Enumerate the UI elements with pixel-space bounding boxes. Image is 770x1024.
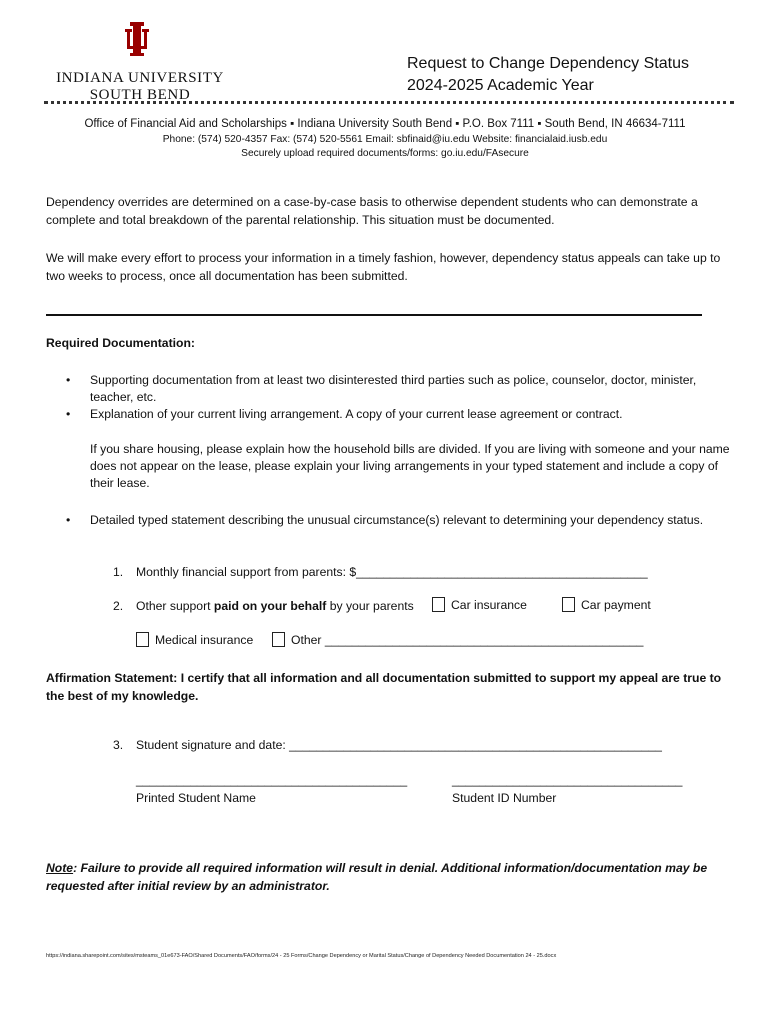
- other-support-bold-text: paid on your behalf: [213, 599, 327, 613]
- bullet-icon: •: [66, 373, 71, 387]
- note-label: Note: [46, 861, 74, 875]
- signature-date-label: Student signature and date:: [136, 738, 290, 752]
- car-payment-checkbox[interactable]: [562, 597, 575, 612]
- other-checkbox[interactable]: [272, 632, 285, 647]
- medical-insurance-label: Medical insurance: [155, 633, 254, 647]
- section-divider: [46, 314, 702, 316]
- form-title: [407, 53, 689, 97]
- other-blank[interactable]: _______________________________________________: [324, 633, 644, 647]
- intro-paragraph-1: Dependency overrides are determined on a case-by-case basis to otherwise dependent students who can demonstrate a complete and total breakdown of the parental relationship. This situation must be documented.: [46, 195, 698, 227]
- item-1-number: 1.: [113, 565, 124, 579]
- header-dotted-divider: [44, 101, 734, 104]
- affirmation-statement: Affirmation Statement: I certify that all information and all documentation submitted to support my appeal are true to the best of my knowledge.: [46, 671, 722, 703]
- other-label: Other: [291, 633, 322, 647]
- car-insurance-checkbox[interactable]: [432, 597, 445, 612]
- document-path-footer: https://indiana.sharepoint.com/sites/msteams_01e673-FAO/Shared Documents/FAO/forms/24 - 25 Forms/Change Dependency or Marital Status/Change of Dependency Needed Documentation 24 - 25.docx: [46, 953, 557, 959]
- form-title-line-2: 2024-2025 Academic Year: [407, 77, 594, 94]
- denial-note: [46, 859, 736, 895]
- university-line-2: SOUTH BEND: [89, 87, 191, 103]
- intro-paragraph-2: We will make every effort to process your information in a timely fashion, however, dependency status appeals can take up to two weeks to process, once all documentation has been submitted.: [46, 251, 721, 283]
- note-text: : Failure to provide all required information will result in denial. Additional information/documentation may be requested after initial review by an administrator.: [46, 861, 708, 893]
- monthly-support-label: Monthly financial support from parents: $: [136, 565, 357, 579]
- form-title-line-1: Request to Change Dependency Status: [407, 55, 689, 72]
- living-arrangement-details: If you share housing, please explain how the household bills are divided. If you are living with someone and your name does not appear on the lease, please explain your living arrangements in your typed statement and include a copy of their lease.: [90, 442, 730, 490]
- car-payment-label: Car payment: [581, 598, 651, 612]
- required-item-typed-statement: Detailed typed statement describing the unusual circumstance(s) relevant to determining your dependency status.: [90, 513, 704, 527]
- bullet-icon: •: [66, 407, 71, 421]
- upload-instructions: Securely upload required documents/forms: go.iu.edu/FAsecure: [241, 148, 529, 159]
- student-id-label: Student ID Number: [452, 791, 557, 805]
- other-support-label: [136, 598, 414, 615]
- car-insurance-label: Car insurance: [451, 598, 527, 612]
- iu-trident-logo: [121, 22, 153, 56]
- other-option[interactable]: [272, 632, 643, 649]
- office-contact: Phone: (574) 520-4357 Fax: (574) 520-5561 Email: sbfinaid@iu.edu Website: financialaid.iusb.edu: [162, 134, 608, 145]
- required-item-living-arrangement: Explanation of your current living arrangement. A copy of your current lease agreement or contract.: [90, 407, 623, 421]
- university-line-1: INDIANA UNIVERSITY: [56, 70, 224, 86]
- monthly-support-blank[interactable]: ___________________________________________: [356, 565, 648, 579]
- office-address: Office of Financial Aid and Scholarships ▪ Indiana University South Bend ▪ P.O. Box 7111 ▪ South Bend, IN 46634-7111: [84, 118, 686, 130]
- medical-insurance-option[interactable]: [136, 632, 253, 649]
- printed-name-blank[interactable]: ________________________________________: [136, 773, 408, 787]
- other-support-text: Other support: [136, 599, 214, 613]
- bullet-icon: •: [66, 513, 71, 527]
- car-payment-option[interactable]: [562, 597, 651, 614]
- item-2-number: 2.: [113, 599, 124, 613]
- item-3-number: 3.: [113, 738, 124, 752]
- required-documentation-heading: Required Documentation:: [46, 336, 195, 350]
- car-insurance-option[interactable]: [432, 597, 527, 614]
- student-id-blank[interactable]: __________________________________: [452, 773, 683, 787]
- monthly-support-field[interactable]: [136, 564, 648, 581]
- printed-name-label: Printed Student Name: [136, 791, 256, 805]
- other-support-text-end: by your parents: [326, 599, 414, 613]
- signature-date-field[interactable]: [136, 737, 662, 754]
- medical-insurance-checkbox[interactable]: [136, 632, 149, 647]
- required-item-third-parties: Supporting documentation from at least two disinterested third parties such as police, counselor, doctor, minister, teacher, etc.: [90, 373, 697, 404]
- signature-date-blank[interactable]: _______________________________________________________: [289, 738, 662, 752]
- university-name: [44, 70, 236, 104]
